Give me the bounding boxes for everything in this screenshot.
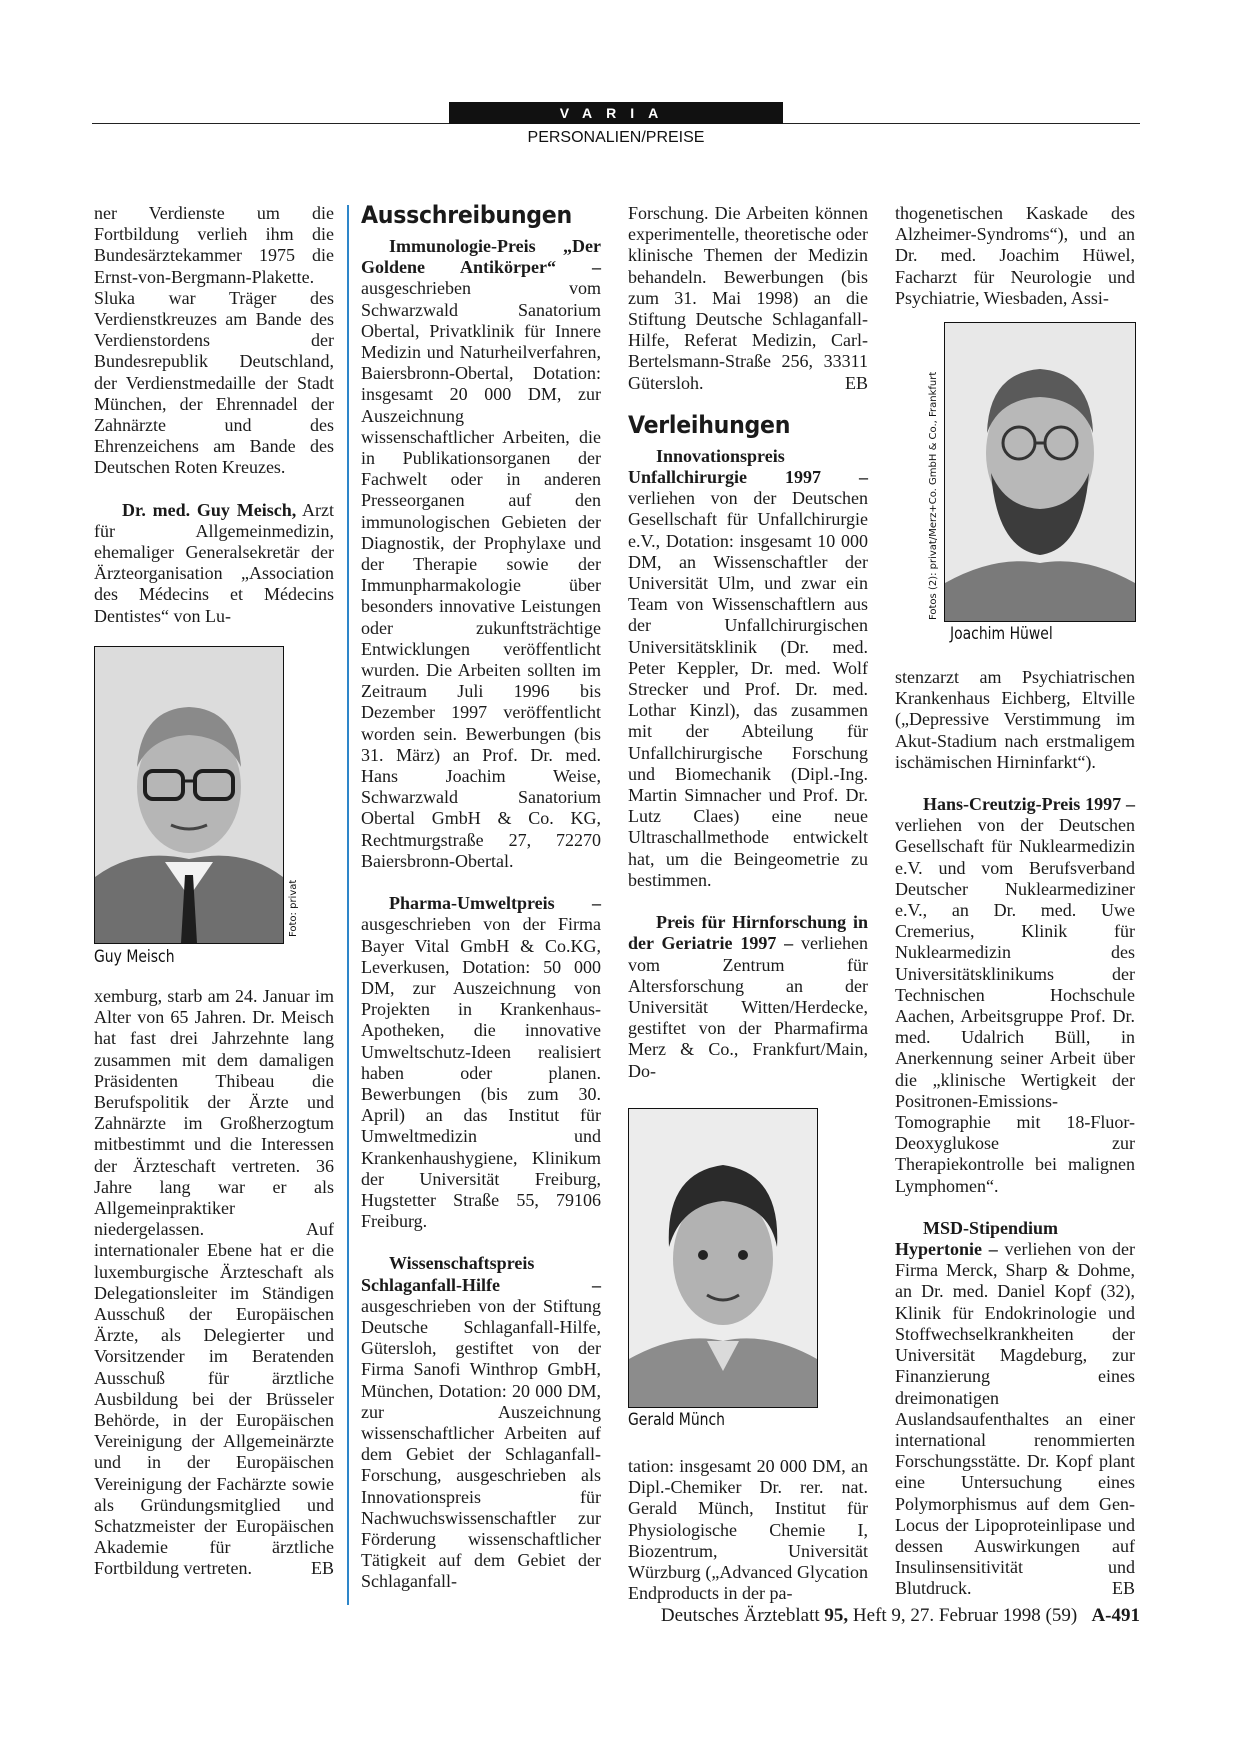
column-3-bottom — [628, 1456, 868, 1604]
photo-joachim-huewel — [944, 322, 1136, 622]
heading-ausschreibungen: Ausschreibungen — [361, 201, 572, 229]
entry-text: ausgeschrieben vom Schwarzwald Sanatorium Obertal, Privatklinik für Innere Medizin und Naturheilverfahren, Baiersbronn-Obertal, Dotation: insgesamt 20 000 DM, zur Auszeichnung wissenschaftlicher Arbeiten, die in Publikationsorganen der Fachwelt oder in anderen Presseorganen auf den immunologischen Gebieten der Diagnostik, der Prophylaxe und der Therapie sowie der Immunpharmakologie über besonders innovative Leistungen oder zukunftsträchtige Entwicklungen veröffentlicht wurden. Die Arbeiten sollten im Zeitraum Juli 1996 bis Dezember 1997 veröffentlicht worden sein. Bewerbungen (bis 31. März) an Prof. Dr. med. Hans Joachim Weise, Schwarzwald Sanatorium Obertal GmbH & Co. KG, Rechtmurgstraße 27, 72270 Baiersbronn-Obertal. — [361, 278, 601, 871]
wissenschaftspreis-end — [628, 203, 868, 394]
portrait-joachim-huewel — [945, 323, 1135, 621]
journal-volume: 95, — [824, 1605, 849, 1626]
column-4-bottom — [895, 667, 1135, 1600]
entry-msd-stipendium — [895, 1218, 1135, 1600]
portrait-gerald-muench — [629, 1109, 817, 1407]
author-signature: EB — [1111, 1578, 1135, 1599]
hirnforschung-continued: tation: insgesamt 20 000 DM, an Dipl.-Chemiker Dr. rer. nat. Gerald Münch, Institut für Physiologische Chemie I, Biozentrum, Universität Würzburg („Advanced Glycation Endproducts in der pa- — [628, 1456, 868, 1604]
entry-text: ausgeschrieben von der Firma Bayer Vital GmbH & Co.KG, Leverkusen, Dotation: 50 000 DM, zur Auszeichnung von Projekten in Krankenhaus-Apotheken, die innovative Umweltschutz-Ideen realisiert haben oder planen. Bewerbungen (bis zum 30. April) an das Institut für Umweltmedizin und Krankenhaushygiene, Klinikum der Universität Freiburg, Hugstetter Straße 55, 79106 Freiburg. — [361, 914, 601, 1232]
entry-wissenschaftspreis — [361, 1253, 601, 1592]
column-4-top — [895, 203, 1135, 309]
entry-text: Forschung. Die Arbeiten können experimentelle, theoretische oder klinische Themen der Medizin behandeln. Bewerbungen (bis zum 31. Mai 1998) an die Stiftung Deutsche Schlaganfall-Hilfe, Referat Medizin, Carl-Bertelsmann-Straße 256, 33311 Gütersloh. — [628, 203, 868, 393]
column-1-bottom — [94, 986, 334, 1580]
photo-credit-meisch: Foto: privat — [288, 879, 299, 937]
portrait-guy-meisch — [95, 647, 283, 943]
section-label: VARIA — [449, 102, 783, 124]
author-signature: EB — [844, 372, 868, 393]
entry-pharma-umweltpreis — [361, 893, 601, 1232]
subsection-label: PERSONALIEN/PREISE — [527, 129, 705, 146]
entry-innovationspreis — [628, 446, 868, 891]
entry-immunologie-preis — [361, 236, 601, 872]
column-2 — [361, 200, 601, 1593]
caption-guy-meisch: Guy Meisch — [94, 947, 175, 967]
entry-text: verliehen von der Deutschen Gesellschaft für Nuklearmedizin e.V. und vom Berufsverband Deutscher Nuklearmediziner e.V., an Dr. med. Uwe Cremerius, Klinik für Nuklearmedizin des Universitätsklinikums der Technischen Hochschule Aachen, Arbeitsgruppe Prof. Dr. med. Udalrich Büll, in Anerkennung seiner Arbeit über die „klinische Wertigkeit der Positronen-Emissions-Tomographie mit 18-Fluor-Deoxyglukose zur Therapiekontrolle bei malignen Lymphomen“. — [895, 815, 1135, 1196]
meisch-lead: Dr. med. Guy Meisch, — [122, 499, 297, 520]
entry-title: Immunologie-Preis „Der Goldene Antikörper“ – — [361, 236, 601, 278]
photo-guy-meisch — [94, 646, 284, 944]
entry-title: Innovationspreis Unfallchirurgie 1997 – — [628, 445, 868, 488]
huewel-text: stenzarzt am Psychiatrischen Krankenhaus Eichberg, Eltville („Depressive Verstimmung im Akut-Stadium nach erstmaligem ischämischen Hirninfarkt“). — [895, 667, 1135, 772]
entry-text: verliehen vom Zentrum für Altersforschung an der Universität Witten/Herdecke, gestiftet von der Pharmafirma Merz & Co., Frankfurt/Main, Do- — [628, 933, 869, 1081]
column-1-top — [94, 203, 334, 627]
column-3 — [628, 203, 868, 1082]
sluka-obituary-end: ner Verdienste um die Fortbildung verlieh ihm die Bundesärztekammer 1975 die Ernst-von-Bergmann-Plakette. Sluka war Träger des Verdienstkreuzes am Bande des Verdienstordens der Bundesrepublik Deutschland, der Verdienstmedaille der Stadt München, der Ehrennadel der Zahnärzte und des Ehrenzeichens am Bande des Deutschen Roten Kreuzes. — [94, 203, 334, 478]
photo-credit-huewel: Fotos (2): privat/Merz+Co. GmbH & Co., Frankfurt — [928, 371, 939, 620]
column-rule — [347, 205, 349, 1605]
page-footer — [661, 1605, 1140, 1627]
page-number: A-491 — [1091, 1605, 1140, 1626]
entry-text: ausgeschrieben von der Stiftung Deutsche Schlaganfall-Hilfe, Gütersloh, gestiftet von der Firma Sanofi Winthrop GmbH, München, Dotation: 20 000 DM, zur Auszeichnung wissenschaftlicher Arbeiten auf dem Gebiet der Schlaganfall-Forschung, ausgeschrieben als Innovationspreis für Nachwuchswissenschaftler zur Förderung wissenschaftlicher Tätigkeit auf dem Gebiet der Schlaganfall- — [361, 1295, 601, 1592]
journal-issue: Heft 9, 27. Februar 1998 (59) — [852, 1605, 1078, 1626]
photo-gerald-muench — [628, 1108, 818, 1408]
entry-title: MSD-Stipendium Hypertonie – — [895, 1217, 1059, 1260]
meisch-text-2: xemburg, starb am 24. Januar im Alter von 65 Jahren. Dr. Meisch hat fast drei Jahrzehnte lang zusammen mit dem damaligen Präsidenten Thibeau die Berufspolitik der Ärzte und Zahnärzte im Großherzogtum mitbestimmt und die Interessen der Ärzteschaft vertreten. 36 Jahre lang war er als Allgemeinpraktiker niedergelassen. Auf internationaler Ebene hat er die luxemburgische Ärzteschaft als Delegationsleiter im Ständigen Ausschuß der Europäischen Ärzte, als Delegierter und Vorsitzender im Beratenden Ausschuß für ärztliche Ausbildung bei der Brüsseler Behörde, in der Europäischen Vereinigung der Allgemeinärzte und in der Europäischen Vereinigung der Fachärzte sowie als Gründungsmitglied und Schatzmeister der Europäischen Akademie für ärztliche Fortbildung vertreten. — [94, 986, 334, 1579]
hirnforschung-end: thogenetischen Kaskade des Alzheimer-Syndroms“), und an Dr. med. Joachim Hüwel, Facharzt für Neurologie und Psychiatrie, Wiesbaden, Assi- — [895, 203, 1135, 308]
entry-text: verliehen von der Firma Merck, Sharp & Dohme, an Dr. med. Daniel Kopf (32), Klinik für Endokrinologie und Stoffwechselkrankheiten der Universität Magdeburg, zur Finanzierung eines dreimonatigen Auslandsaufenthaltes an einer international renommierten Forschungsstätte. Dr. Kopf plant eine Untersuchung eines Polymorphismus auf dem Gen-Locus der Lipoproteinlipase und dessen Auswirkungen auf Insulinsensitivität und Blutdruck. — [895, 1239, 1135, 1599]
entry-title: Hans-Creutzig-Preis 1997 – — [923, 794, 1135, 815]
meisch-text-1: Arzt für Allgemeinmedizin, ehemaliger Generalsekretär der Ärzteorganisation „Association des Médecins et Médecins Dentistes“ von Lu- — [94, 499, 335, 626]
journal-name: Deutsches Ärzteblatt — [660, 1605, 820, 1626]
heading-verleihungen: Verleihungen — [628, 410, 791, 439]
meisch-obituary-end — [94, 986, 334, 1580]
entry-title: Pharma-Umweltpreis – — [389, 893, 601, 914]
caption-gerald-muench: Gerald Münch — [628, 1410, 726, 1430]
entry-hirnforschung — [628, 912, 868, 1082]
entry-text: verliehen von der Deutschen Gesellschaft für Unfallchirurgie e.V., Dotation: insgesamt 10 000 DM, an Wissenschaftler der Universität Ulm, und zwar ein Team von Wissenschaftlern aus der Unfallchirurgischen Universitätsklinik (Dr. med. Peter Keppler, Dr. med. Wolf Strecker und Prof. Dr. med. Lothar Kinzl), das zusammen mit der Abteilung für Unfallchirurgische Forschung und Biomechanik (Dipl.-Ing. Martin Simnacher und Prof. Dr. Lutz Claes) eine neue Ultraschallmethode entwickelt hat, um die Beingeometrie zu bestimmen. — [628, 488, 868, 890]
entry-hans-creutzig-preis — [895, 794, 1135, 1197]
caption-joachim-huewel: Joachim Hüwel — [950, 624, 1053, 644]
entry-title: Preis für Hirnforschung in der Geriatrie 1997 – — [628, 912, 868, 954]
author-signature: EB — [310, 1558, 334, 1579]
entry-title: Wissenschaftspreis Schlaganfall-Hilfe – — [361, 1253, 601, 1295]
meisch-obituary-start — [94, 500, 334, 627]
